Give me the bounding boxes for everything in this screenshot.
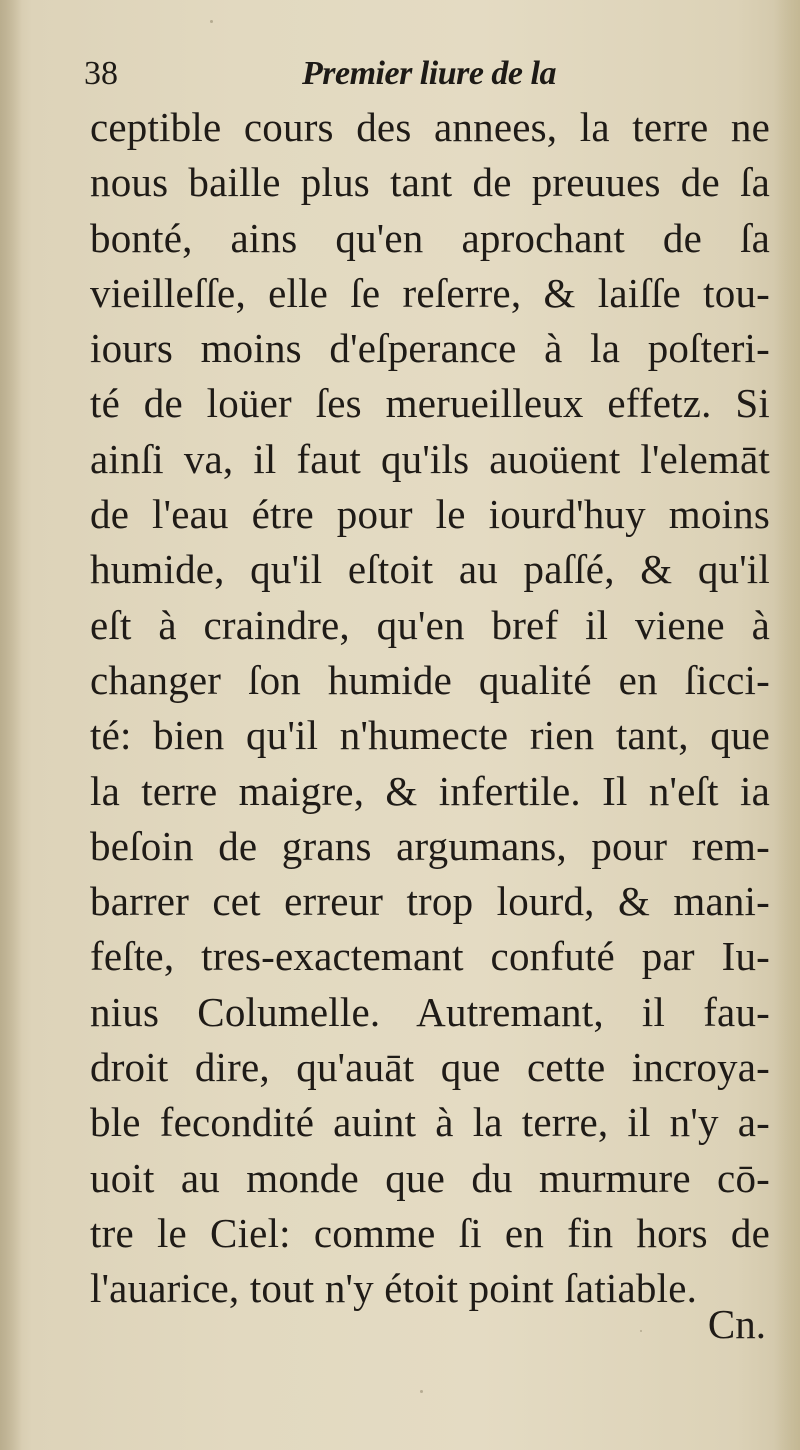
running-head [84, 52, 704, 96]
text-line: changer ſon humide qualité en ſicci- [90, 656, 770, 703]
text-line: barrer cet erreur trop lourd, & mani- [90, 878, 770, 925]
text-line: ble fecondité auint à la terre, il n'y a- [90, 1099, 770, 1146]
text-line: ceptible cours des annees, la terre ne [90, 104, 770, 150]
page-number: 38 [84, 55, 118, 92]
paper-speck [210, 20, 213, 23]
text-line: nius Columelle. Autremant, il fau- [90, 988, 770, 1035]
text-line: vieilleſſe, elle ſe reſerre, & laiſſe tou- [90, 269, 770, 316]
page-edge [774, 0, 800, 1450]
text-line: humide, qu'il eſtoit au paſſé, & qu'il [90, 546, 770, 593]
text-line: la terre maigre, & infertile. Il n'eſt ia [90, 767, 770, 814]
text-line: té de loüer ſes merueilleux effetz. Si [90, 380, 770, 427]
text-line: bonté, ains qu'en aprochant de ſa [90, 214, 770, 261]
gutter-shadow [0, 0, 22, 1450]
text-line: l'auarice, tout n'y étoit point ſatiable. [90, 1265, 698, 1312]
text-line: feſte, tres-exactemant confuté par Iu- [90, 933, 770, 980]
text-line: beſoin de grans argumans, pour rem- [90, 822, 770, 869]
text-line: té: bien qu'il n'humecte rien tant, que [90, 712, 770, 759]
text-body [90, 100, 770, 1317]
text-line: eſt à craindre, qu'en bref il viene à [90, 601, 770, 648]
text-line: de l'eau étre pour le iourd'huy moins [90, 491, 770, 538]
text-line: nous baille plus tant de preuues de ſa [90, 159, 770, 206]
text-line: ainſi va, il faut qu'ils auoüent l'elemāt [90, 435, 770, 482]
text-line: droit dire, qu'auāt que cette incroya- [90, 1044, 770, 1091]
text-line: iours moins d'eſperance à la poſteri- [90, 325, 770, 372]
paper-speck [640, 1330, 642, 1332]
running-title: Premier liure de la [302, 55, 556, 92]
catchword: Cn. [707, 1301, 766, 1347]
text-line: tre le Ciel: comme ſi en fin hors de [90, 1209, 770, 1256]
text-line: uoit au monde que du murmure cō- [90, 1154, 770, 1201]
paper-speck [420, 1390, 423, 1393]
